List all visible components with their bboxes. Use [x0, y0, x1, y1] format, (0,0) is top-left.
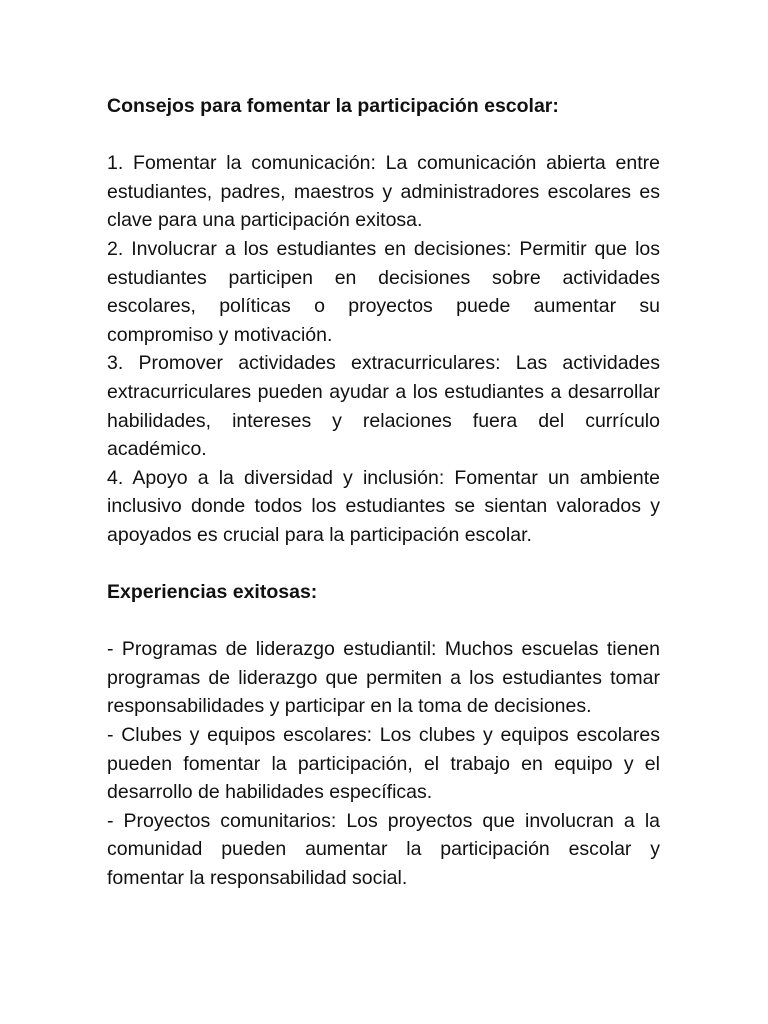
list-item-experiencia-2: - Clubes y equipos escolares: Los clubes y equipos escolares pueden fomentar la participación, el trabajo en equipo y el desarrollo de habilidades específicas.	[107, 724, 660, 804]
blank-line	[107, 121, 660, 150]
blank-line	[107, 607, 660, 636]
section-heading-experiencias: Experiencias exitosas:	[107, 581, 318, 604]
list-item-experiencia-1: - Programas de liderazgo estudiantil: Muchos escuelas tienen programas de liderazgo que permiten a los estudiantes tomar responsabilidades y participar en la toma de decisiones.	[107, 638, 660, 718]
blank-line	[107, 550, 660, 579]
list-item-experiencia-3: - Proyectos comunitarios: Los proyectos que involucran a la comunidad pueden aumentar la participación escolar y fomentar la responsabilidad social.	[107, 809, 660, 890]
section-heading-consejos: Consejos para fomentar la participación escolar:	[107, 95, 559, 117]
document-page	[107, 92, 660, 893]
list-item-consejo-2: 2. Involucrar a los estudiantes en decisiones: Permitir que los estudiantes participen en decisiones sobre actividades escolares, políticas o proyectos puede aumentar su compromiso y motivación.	[107, 237, 660, 346]
list-item-consejo-3: 3. Promover actividades extracurriculares: Las actividades extracurriculares pueden ayudar a los estudiantes a desarrollar habilidades, intereses y relaciones fuera del currículo académico.	[107, 352, 660, 461]
list-item-consejo-1: 1. Fomentar la comunicación: La comunicación abierta entre estudiantes, padres, maestros y administradores escolares es clave para una participación exitosa.	[107, 152, 660, 232]
list-item-consejo-4: 4. Apoyo a la diversidad y inclusión: Fomentar un ambiente inclusivo donde todos los estudiantes se sientan valorados y apoyados es crucial para la participación escolar.	[107, 466, 660, 546]
